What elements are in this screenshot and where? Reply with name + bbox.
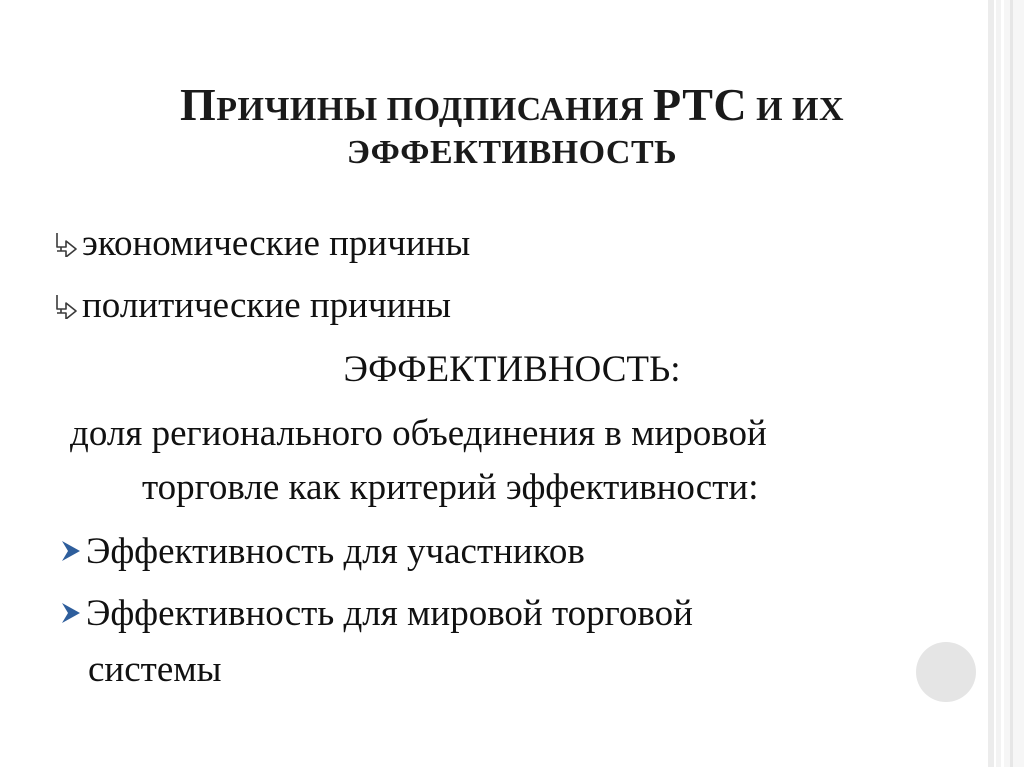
item-world-text-1: Эффективность для мировой торговой [86,593,693,634]
criterion-line1 [70,412,767,456]
list-item-world-system [60,592,693,636]
criterion-line1-text: доля регионального объединения в мировой [70,413,767,454]
efficiency-heading [0,348,1024,392]
hollow-arrow-icon [54,293,80,319]
list-item-economic [54,222,470,266]
item-world-text-2: системы [88,649,222,690]
list-item-world-system-cont [88,648,222,692]
title-cap-2: РТС [653,79,748,130]
circle-nav-icon[interactable] [916,642,976,702]
title-line2-text: ЭФФЕКТИВНОСТЬ [346,134,678,171]
title-rest-1: РИЧИНЫ ПОДПИСАНИЯ [216,91,654,128]
slide-title-line1 [0,78,1024,131]
list-item-political [54,284,451,328]
criterion-line2 [142,466,758,510]
item-participants-text: Эффективность для участников [86,531,585,572]
criterion-line2-text: торговле как критерий эффективности: [142,467,759,508]
hollow-arrow-icon [54,231,80,257]
efficiency-heading-text: ЭФФЕКТИВНОСТЬ: [343,349,681,390]
title-rest-2: И ИХ [747,91,845,128]
slide-title-line2 [0,134,1024,172]
item-economic-text: экономические причины [82,223,471,264]
list-item-participants [60,530,585,574]
chevron-arrow-icon [60,539,82,563]
chevron-arrow-icon [60,601,82,625]
item-political-text: политические причины [82,285,452,326]
title-cap-1: П [179,79,217,130]
